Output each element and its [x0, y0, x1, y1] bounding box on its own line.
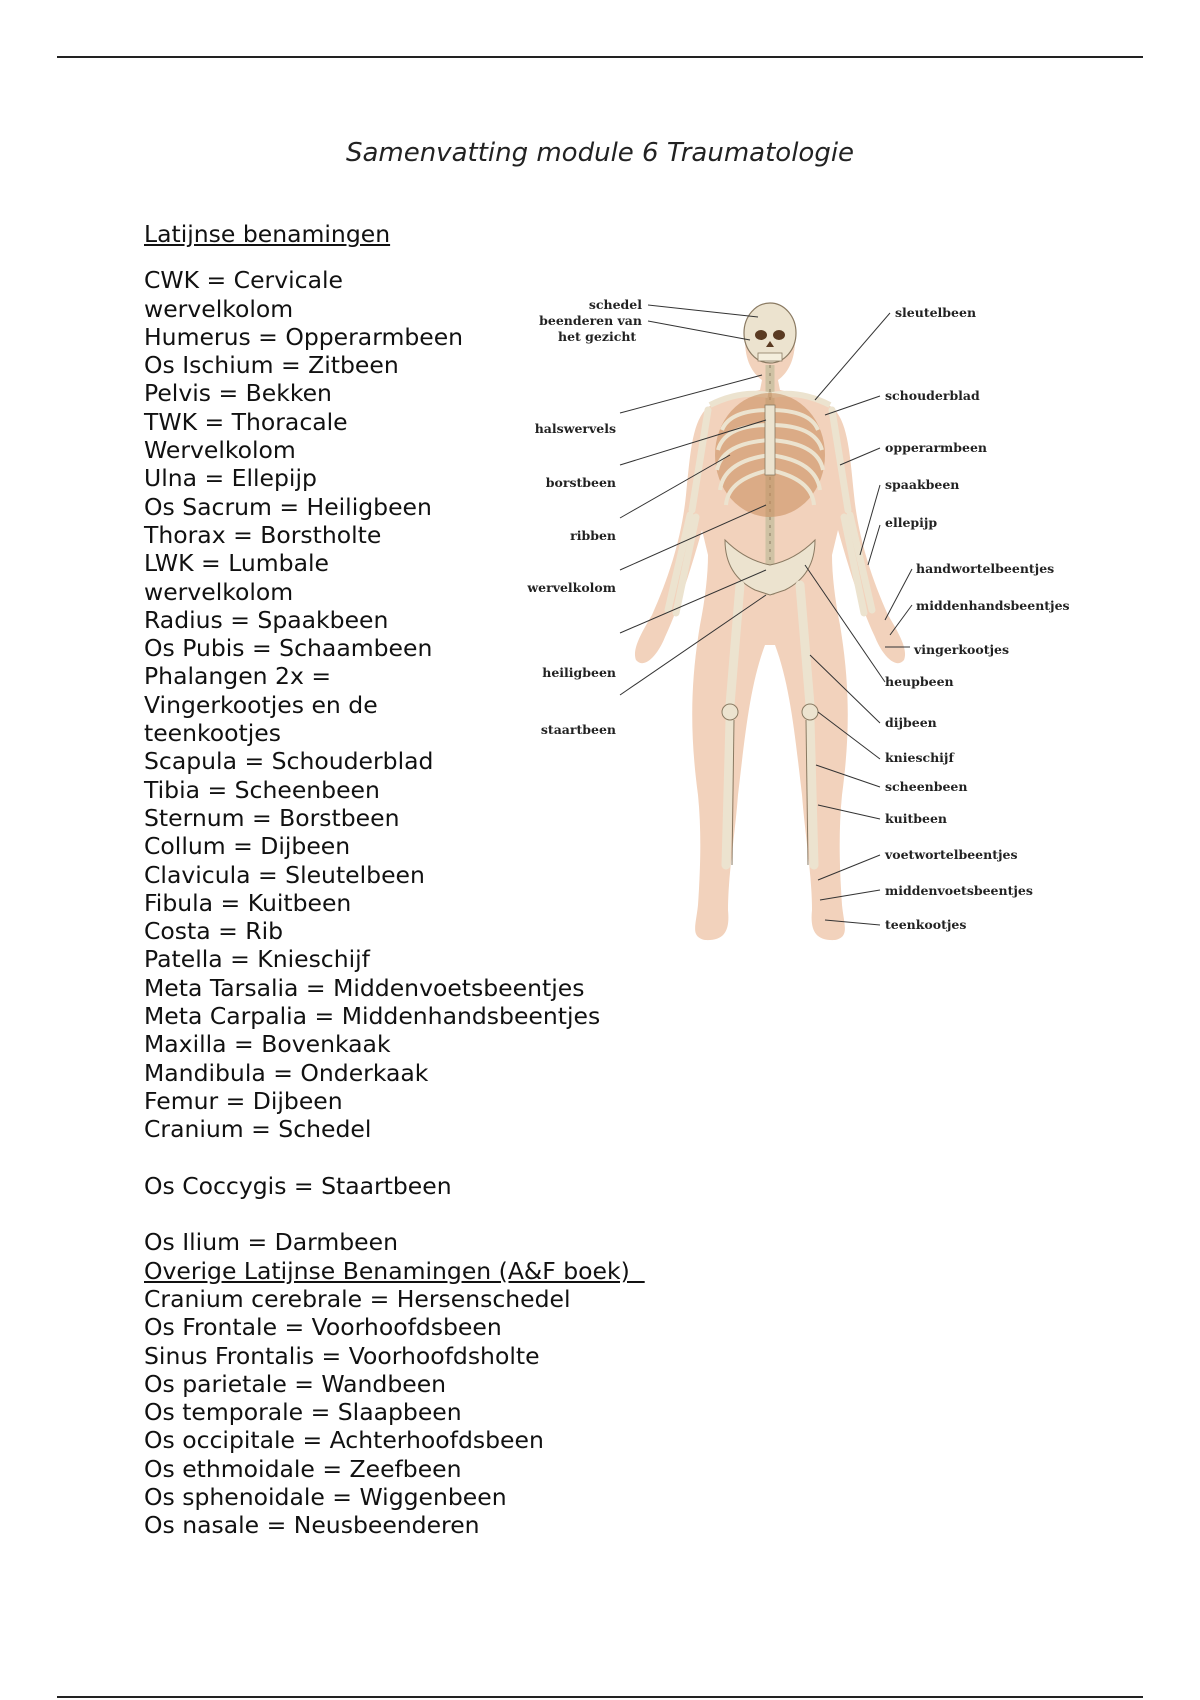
term-line: Pelvis = Bekken	[144, 379, 332, 408]
label-handwortelbeentjes: handwortelbeentjes	[916, 561, 1055, 576]
term-line: Os Frontale = Voorhoofdsbeen	[144, 1313, 502, 1342]
term-line: Sternum = Borstbeen	[144, 803, 400, 832]
label-teenkootjes: teenkootjes	[885, 917, 967, 932]
label-beenderen-van: beenderen van	[539, 313, 642, 328]
label-sleutelbeen: sleutelbeen	[895, 305, 977, 320]
term-line: Femur = Dijbeen	[144, 1086, 343, 1115]
label-het-gezicht: het gezicht	[558, 329, 637, 344]
term-line: teenkootjes	[144, 719, 281, 748]
skeleton-figure	[527, 265, 1070, 945]
other-latin-names-list	[144, 1285, 624, 1540]
term-line: Ulna = Ellepijp	[144, 464, 317, 493]
term-line: Clavicula = Sleutelbeen	[144, 860, 425, 889]
label-middenhandsbeentjes: middenhandsbeentjes	[916, 598, 1070, 613]
label-wervelkolom: wervelkolom	[527, 580, 616, 595]
term-line: Sinus Frontalis = Voorhoofdsholte	[144, 1341, 540, 1370]
term-line: Os ethmoidale = Zeefbeen	[144, 1454, 462, 1483]
term-line: Os occipitale = Achterhoofdsbeen	[144, 1426, 544, 1455]
header-rule	[57, 56, 1143, 58]
term-line: Tibia = Scheenbeen	[144, 775, 380, 804]
label-ellepijp: ellepijp	[885, 515, 938, 530]
term-line: Os Pubis = Schaambeen	[144, 634, 433, 663]
term-line: Os parietale = Wandbeen	[144, 1369, 447, 1398]
label-heupbeen: heupbeen	[885, 674, 954, 689]
term-line: Fibula = Kuitbeen	[144, 888, 352, 917]
term-line: Wervelkolom	[144, 436, 296, 465]
blank-line	[144, 1144, 624, 1172]
footer-rule	[57, 1696, 1143, 1698]
label-borstbeen: borstbeen	[545, 475, 616, 490]
term-line: wervelkolom	[144, 577, 294, 606]
term-line: Collum = Dijbeen	[144, 832, 351, 861]
section-heading-latin-names: Latijnse benamingen	[144, 220, 391, 248]
term-line: Os Coccygis = Staartbeen	[144, 1171, 452, 1200]
term-line: Scapula = Schouderblad	[144, 747, 434, 776]
term-line: Os Sacrum = Heiligbeen	[144, 492, 432, 521]
document-title: Samenvatting module 6 Traumatologie	[345, 138, 855, 168]
label-heiligbeen: heiligbeen	[542, 665, 616, 680]
label-knieschijf: knieschijf	[885, 750, 954, 765]
label-staartbeen: staartbeen	[540, 722, 616, 737]
label-vingerkootjes: vingerkootjes	[914, 642, 1010, 657]
skeleton-illustration	[527, 265, 1070, 945]
term-line: LWK = Lumbale	[144, 549, 329, 578]
term-line: Meta Carpalia = Middenhandsbeentjes	[144, 1002, 601, 1031]
term-line: Costa = Rib	[144, 917, 284, 946]
term-line: Vingerkootjes en de	[144, 690, 378, 719]
label-scheenbeen: scheenbeen	[885, 779, 968, 794]
figure-labels-left	[526, 297, 642, 737]
figure-labels-right	[884, 305, 1070, 932]
term-line: Os temporale = Slaapbeen	[144, 1398, 462, 1427]
label-spaakbeen: spaakbeen	[885, 477, 960, 492]
term-line: Os sphenoidale = Wiggenbeen	[144, 1483, 507, 1512]
term-line: Thorax = Borstholte	[144, 520, 382, 549]
label-ribben: ribben	[570, 528, 616, 543]
label-dijbeen: dijbeen	[885, 715, 937, 730]
term-line: Humerus = Opperarmbeen	[144, 322, 464, 351]
term-line: TWK = Thoracale	[144, 407, 348, 436]
label-opperarmbeen: opperarmbeen	[885, 440, 988, 455]
label-kuitbeen: kuitbeen	[885, 811, 948, 826]
section-heading-other-latin-names: Overige Latijnse Benamingen (A&F boek)	[144, 1256, 645, 1285]
label-schouderblad: schouderblad	[885, 388, 980, 403]
label-voetwortelbeentjes: voetwortelbeentjes	[885, 847, 1018, 862]
label-halswervels: halswervels	[534, 421, 616, 436]
term-line: Radius = Spaakbeen	[144, 605, 389, 634]
term-line: Os Ischium = Zitbeen	[144, 351, 399, 380]
term-line: Cranium = Schedel	[144, 1115, 372, 1144]
term-line: wervelkolom	[144, 294, 294, 323]
term-line: CWK = Cervicale	[144, 266, 343, 295]
term-line: Patella = Knieschijf	[144, 945, 370, 974]
term-line: Os Ilium = Darmbeen	[144, 1228, 398, 1257]
label-middenvoetsbeentjes: middenvoetsbeentjes	[885, 883, 1033, 898]
term-line: Phalangen 2x =	[144, 662, 332, 691]
term-line: Maxilla = Bovenkaak	[144, 1030, 391, 1059]
blank-line	[144, 1200, 624, 1228]
term-line: Cranium cerebrale = Hersenschedel	[144, 1284, 571, 1313]
term-line: Os nasale = Neusbeenderen	[144, 1511, 480, 1540]
term-line: Mandibula = Onderkaak	[144, 1058, 429, 1087]
term-line: Meta Tarsalia = Middenvoetsbeentjes	[144, 973, 585, 1002]
label-schedel: schedel	[588, 297, 642, 312]
